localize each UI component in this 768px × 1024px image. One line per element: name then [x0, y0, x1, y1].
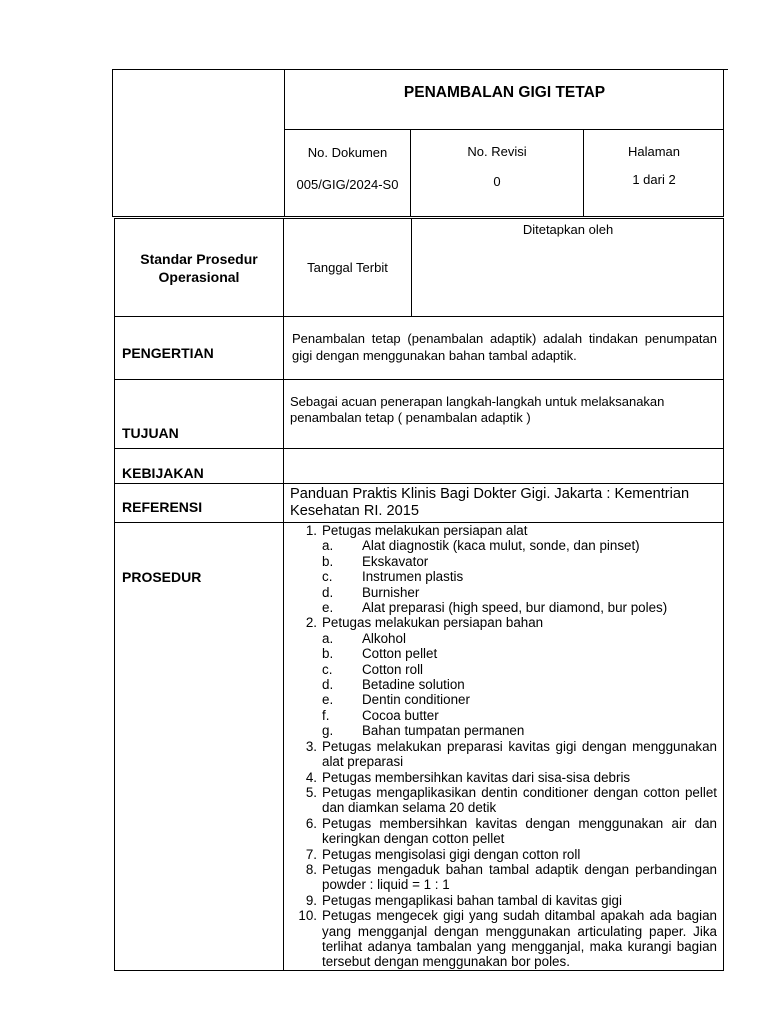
procedure-step: [285, 908, 717, 970]
procedure-substep-text: Cotton pellet: [362, 646, 438, 662]
procedure-substeps: [322, 631, 717, 739]
header-logo-cell: [112, 69, 285, 217]
approved-by-label: Ditetapkan oleh: [522, 222, 614, 237]
referensi-text: Panduan Praktis Klinis Bagi Dokter Gigi. Jakarta : Kementrian Kesehatan RI. 2015: [290, 486, 690, 519]
procedure-step: [285, 893, 717, 908]
procedure-step-number: 5.: [305, 784, 317, 800]
header-corner-tick: [723, 69, 728, 70]
prosedur-steps: [285, 523, 717, 970]
procedure-substep: [322, 585, 717, 600]
procedure-step-number: 9.: [305, 892, 317, 908]
procedure-substep-text: Cotton roll: [362, 661, 424, 677]
label-column-divider: [283, 218, 284, 971]
sop-label: Standar Prosedur Operasional: [140, 251, 258, 285]
procedure-substep-letter: g.: [322, 723, 334, 739]
procedure-step-text: Petugas membersihkan kavitas dengan menggunakan air dan keringkan dengan cotton pellet: [322, 815, 717, 847]
procedure-step: [285, 770, 717, 785]
procedure-substeps: [322, 538, 717, 615]
revision-label: No. Revisi: [467, 144, 527, 159]
row-line-1: [114, 316, 724, 317]
procedure-step-text: Petugas mengaduk bahan tambal adaptik dengan perbandingan powder : liquid = 1 : 1: [322, 861, 717, 893]
procedure-substep-letter: c.: [322, 661, 333, 677]
procedure-step-number: 7.: [305, 846, 317, 862]
procedure-substep-text: Burnisher: [362, 584, 420, 600]
document-title: PENAMBALAN GIGI TETAP: [403, 84, 606, 101]
pengertian-text: Penambalan tetap (penambalan adaptik) adalah tindakan penumpatan gigi dengan menggunakan bahan tambal adaptik.: [292, 331, 717, 363]
pengertian-heading: PENGERTIAN: [122, 345, 214, 361]
procedure-step: [285, 739, 717, 770]
procedure-step: [285, 816, 717, 847]
procedure-substep: [322, 569, 717, 584]
procedure-substep: [322, 708, 717, 723]
procedure-step-text: Petugas mengisolasi gigi dengan cotton roll: [322, 846, 581, 862]
procedure-step: [285, 523, 717, 615]
procedure-step-text: Petugas melakukan preparasi kavitas gigi dengan menggunakan alat preparasi: [322, 738, 717, 770]
referensi-heading: REFERENSI: [122, 499, 203, 515]
procedure-step-number: 1.: [305, 523, 317, 538]
procedure-substep-letter: a.: [322, 538, 334, 554]
procedure-step-text: Petugas mengaplikasikan dentin conditioner dengan cotton pellet dan diamkan selama 20 detik: [322, 784, 717, 816]
doc-number-value: 005/GIG/2024-S0: [296, 177, 399, 192]
tujuan-heading: TUJUAN: [122, 425, 179, 441]
procedure-step-text: Petugas mengaplikasi bahan tambal di kavitas gigi: [322, 892, 622, 908]
procedure-substep: [322, 692, 717, 707]
doc-number-label: No. Dokumen: [307, 145, 388, 160]
procedure-substep-text: Alat diagnostik (kaca mulut, sonde, dan pinset): [362, 538, 640, 554]
procedure-substep-text: Ekskavator: [362, 553, 429, 569]
procedure-step: [285, 847, 717, 862]
header-col-divider-1: [410, 129, 411, 217]
procedure-substep-text: Dentin conditioner: [362, 692, 470, 708]
prosedur-list-container: [285, 523, 717, 970]
procedure-step-text: Petugas membersihkan kavitas dari sisa-sisa debris: [322, 769, 631, 785]
kebijakan-heading: KEBIJAKAN: [122, 465, 204, 481]
row-line-2: [114, 379, 724, 380]
procedure-substep-letter: b.: [322, 553, 334, 569]
row-line-3: [114, 448, 724, 449]
procedure-substep: [322, 723, 717, 738]
procedure-substep-text: Cocoa butter: [362, 707, 439, 723]
procedure-substep-text: Instrumen plastis: [362, 569, 464, 585]
procedure-substep-letter: c.: [322, 569, 333, 585]
procedure-step-number: 10.: [298, 908, 317, 924]
row-line-4: [114, 483, 724, 484]
revision-value: 0: [493, 174, 501, 189]
procedure-step-text: Petugas melakukan persiapan alat: [322, 523, 528, 538]
procedure-step-number: 2.: [305, 615, 317, 631]
procedure-step: [285, 785, 717, 816]
issue-date-label: Tanggal Terbit: [307, 260, 388, 275]
procedure-substep-letter: a.: [322, 630, 334, 646]
procedure-substep: [322, 538, 717, 553]
procedure-step-number: 4.: [305, 769, 317, 785]
procedure-substep: [322, 631, 717, 646]
prosedur-heading: PROSEDUR: [122, 569, 202, 585]
page-label: Halaman: [627, 144, 681, 159]
procedure-substep-text: Bahan tumpatan permanen: [362, 723, 525, 739]
procedure-substep-letter: d.: [322, 584, 334, 600]
procedure-substep: [322, 677, 717, 692]
procedure-substep-letter: e.: [322, 600, 334, 616]
procedure-step-number: 3.: [305, 738, 317, 754]
procedure-substep-text: Alkohol: [362, 630, 406, 646]
procedure-substep: [322, 554, 717, 569]
procedure-substep-letter: d.: [322, 677, 334, 693]
procedure-substep-letter: b.: [322, 646, 334, 662]
tujuan-text: Sebagai acuan penerapan langkah-langkah untuk melaksanakan penambalan tetap ( penambalan adaptik ): [290, 394, 665, 425]
procedure-substep: [322, 600, 717, 615]
procedure-step-text: Petugas melakukan persiapan bahan: [322, 615, 544, 631]
procedure-substep-text: Betadine solution: [362, 677, 465, 693]
procedure-step-number: 6.: [305, 815, 317, 831]
procedure-step: [285, 615, 717, 738]
header-title-divider: [284, 129, 724, 130]
procedure-substep-letter: e.: [322, 692, 334, 708]
procedure-substep: [322, 646, 717, 661]
procedure-substep-letter: f.: [322, 707, 330, 723]
procedure-step-number: 8.: [305, 861, 317, 877]
procedure-substep-text: Alat preparasi (high speed, bur diamond, bur poles): [362, 600, 668, 616]
procedure-step-text: Petugas mengecek gigi yang sudah ditambal apakah ada bagian yang mengganjal dengan menggunakan articulating paper. Jika terlihat adanya tambalan yang mengganjal, maka kurangi bagian tersebut dengan menggunakan bor poles.: [322, 908, 717, 970]
procedure-substep: [322, 662, 717, 677]
procedure-step: [285, 862, 717, 893]
page-value: 1 dari 2: [632, 172, 676, 187]
